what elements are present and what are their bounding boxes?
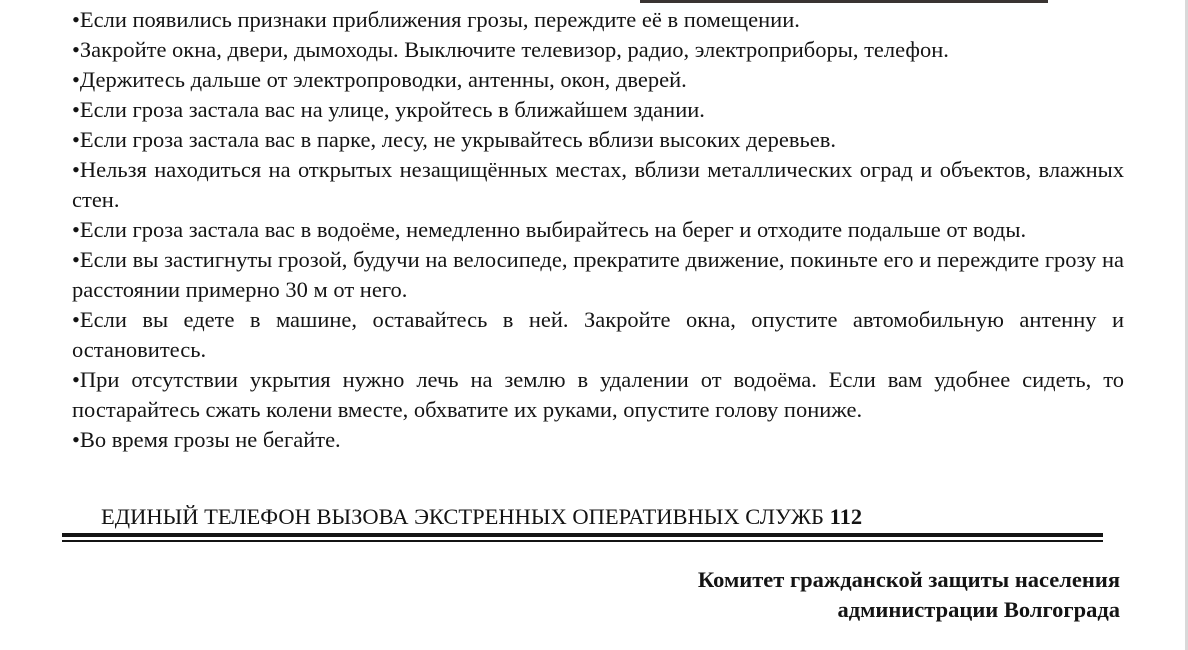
rule-item: •Если гроза застала вас в парке, лесу, не укрывайтесь вблизи высоких деревьев. <box>72 127 836 152</box>
rule-item: •Если вы застигнуты грозой, будучи на велосипеде, прекратите движение, покиньте его и переждите грозу на расстоянии примерно 30 м от него. <box>72 247 1124 302</box>
rule-item: •Нельзя находиться на открытых незащищённых местах, вблизи металлических оград и объектов, влажных стен. <box>72 157 1124 212</box>
hotline-number: 112 <box>829 504 863 529</box>
top-image-edge <box>640 0 1048 3</box>
divider-thin-line <box>62 540 1103 542</box>
emergency-hotline <box>101 503 862 531</box>
hotline-text: ЕДИНЫЙ ТЕЛЕФОН ВЫЗОВА ЭКСТРЕННЫХ ОПЕРАТИВНЫХ СЛУЖБ <box>101 504 824 529</box>
rule-item: •Во время грозы не бегайте. <box>72 427 341 452</box>
rule-item: •Держитесь дальше от электропроводки, антенны, окон, дверей. <box>72 67 687 92</box>
rule-item: •Закройте окна, двери, дымоходы. Выключите телевизор, радио, электроприборы, телефон. <box>72 37 949 62</box>
rule-item: •Если гроза застала вас в водоёме, немедленно выбирайтесь на берег и отходите подальше от воды. <box>72 217 1027 242</box>
double-divider <box>62 533 1103 542</box>
rule-item: •Если гроза застала вас на улице, укройтесь в ближайшем здании. <box>72 97 705 122</box>
issuer-line-1: Комитет гражданской защиты населения <box>697 567 1120 592</box>
rule-item: •При отсутствии укрытия нужно лечь на землю в удалении от водоёма. Если вам удобнее сидеть, то постарайтесь сжать колени вместе, обхватите их руками, опустите голову пониже. <box>72 367 1124 422</box>
rule-item: •Если вы едете в машине, оставайтесь в ней. Закройте окна, опустите автомобильную антенну и остановитесь. <box>72 307 1124 362</box>
issuer-line-2: администрации Волгограда <box>837 597 1120 622</box>
issuer-signature <box>698 565 1120 625</box>
safety-rules-list <box>72 5 1124 455</box>
rule-item: •Если появились признаки приближения грозы, переждите её в помещении. <box>72 7 800 32</box>
